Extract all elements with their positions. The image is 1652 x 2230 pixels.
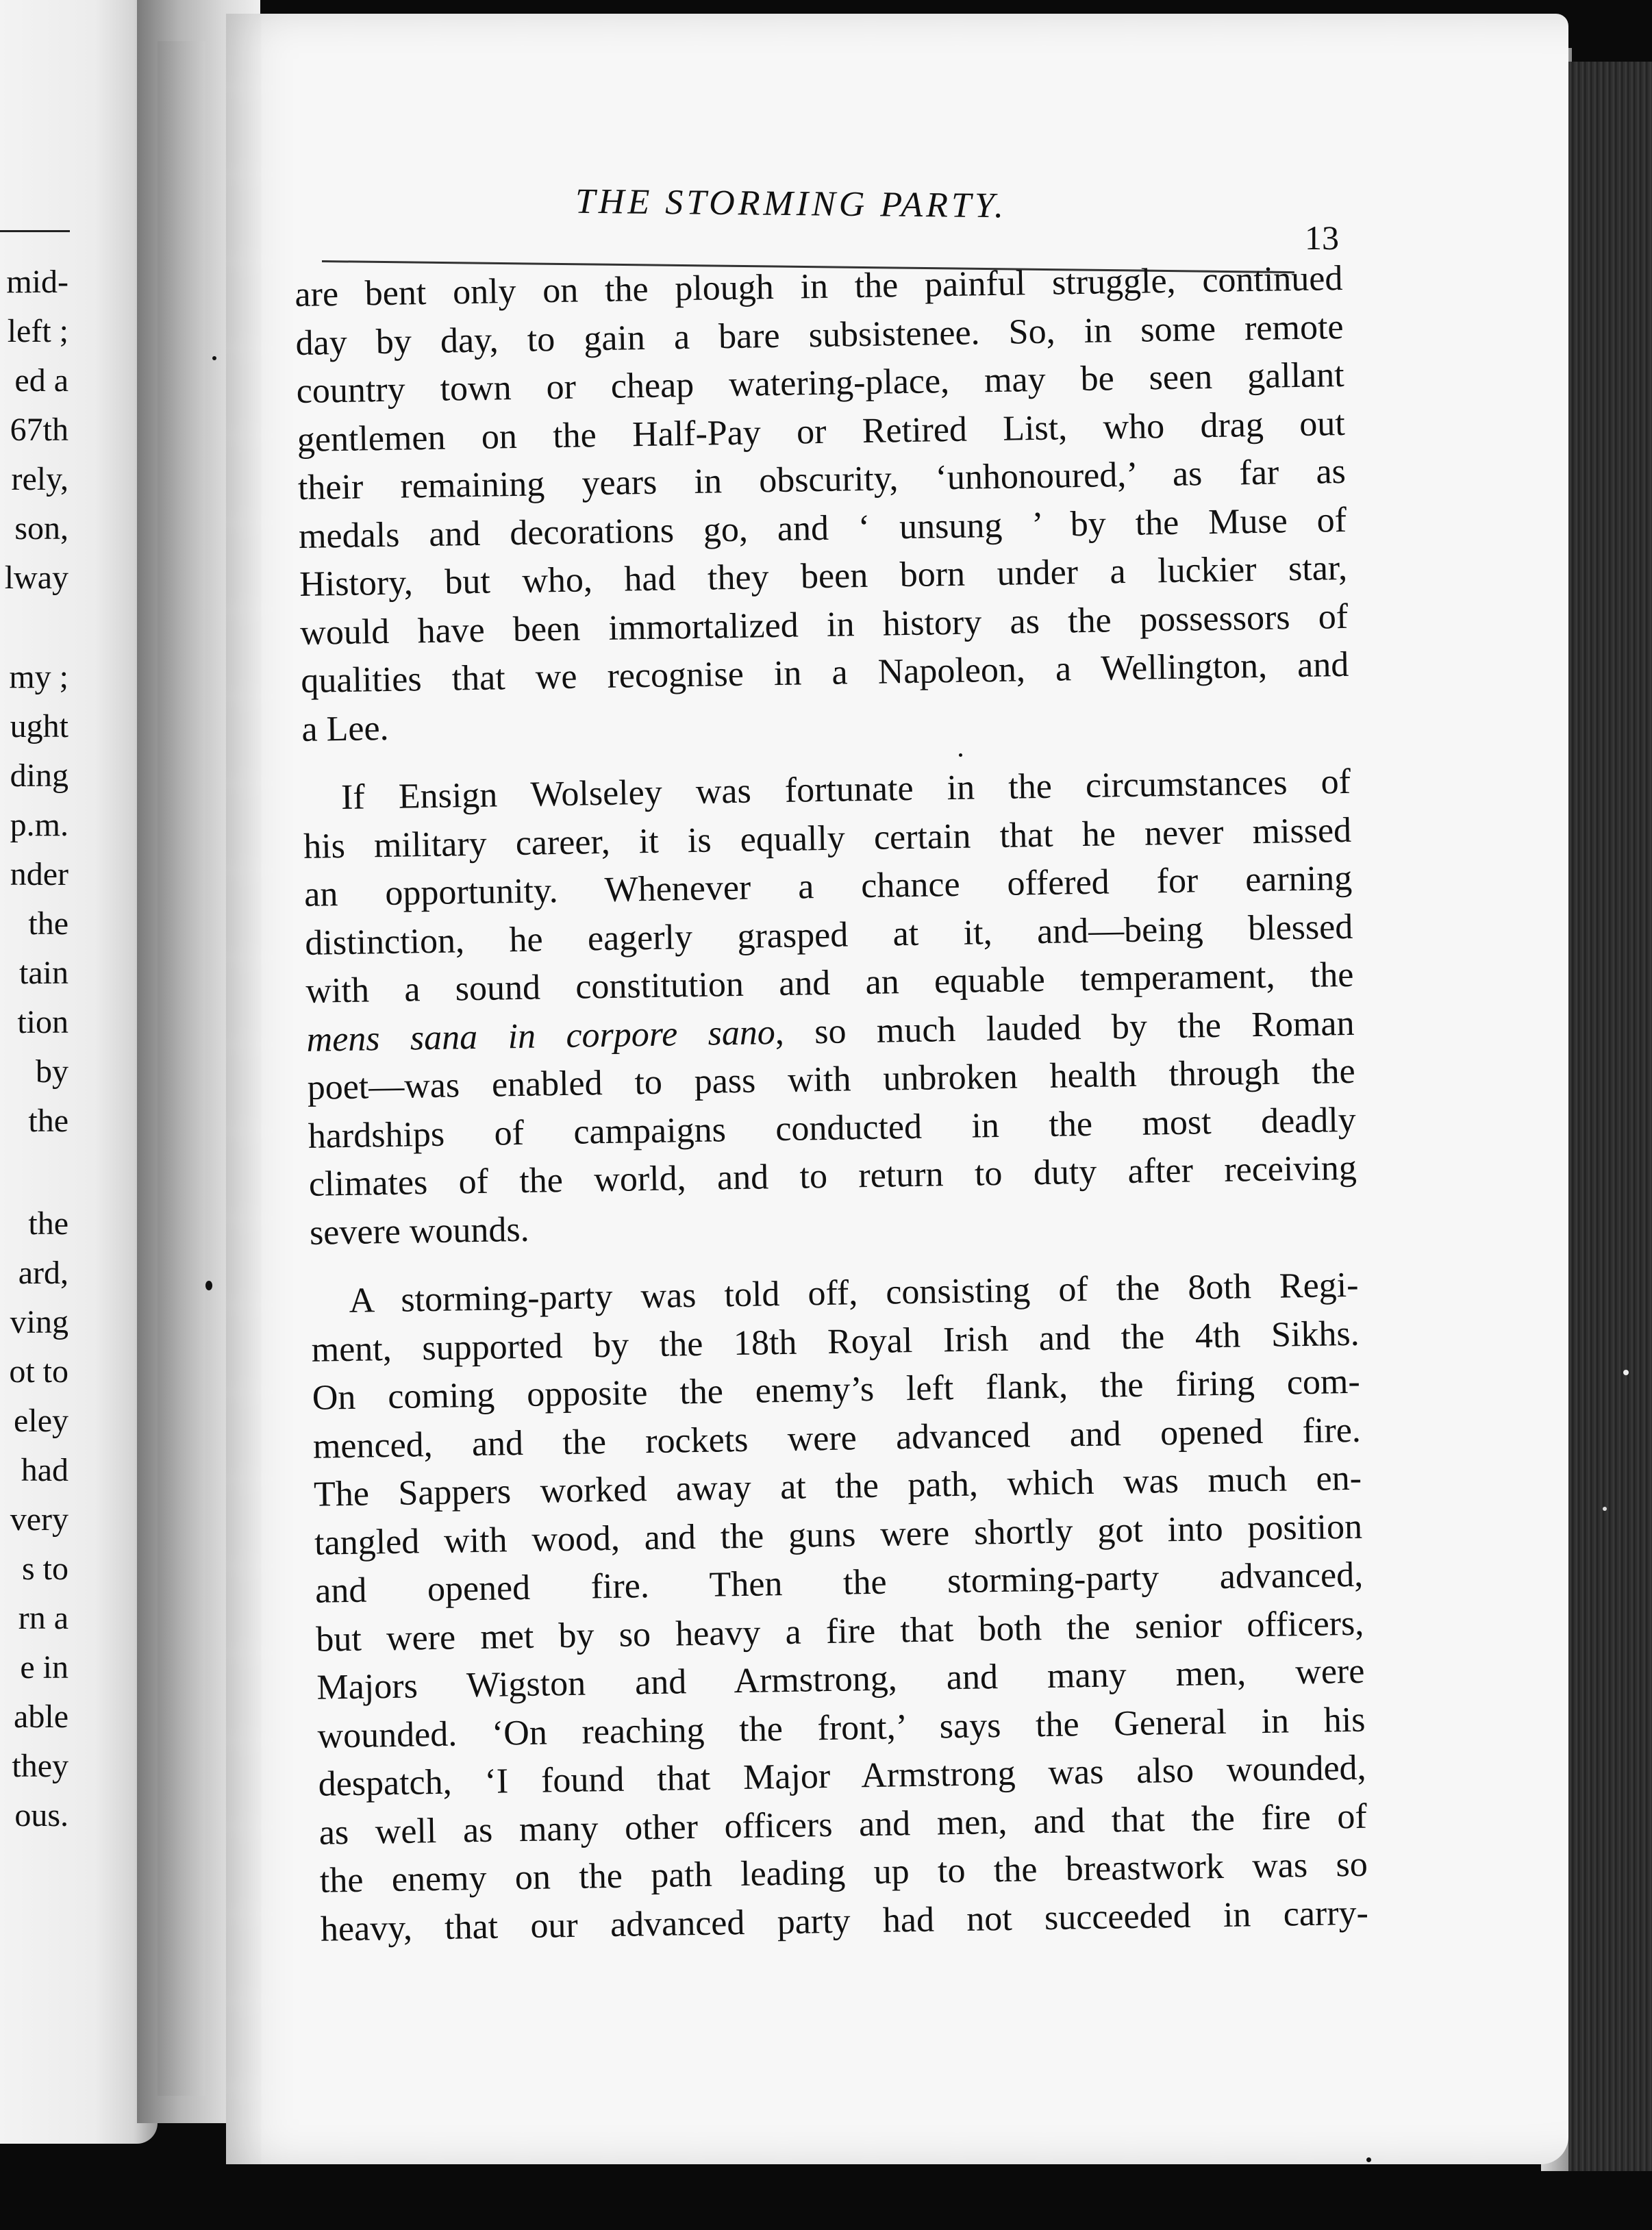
text-line: qualities that we recognise in a Napoleon, a Wellington, and: [300, 644, 1349, 701]
text-line: wounded. ‘On reaching the front,’ says the General in his: [317, 1700, 1366, 1756]
text-line: History, but who, had they been born under a luckier star,: [299, 548, 1348, 604]
text-line: On coming opposite the enemy’s left flank, the firing com-: [312, 1362, 1361, 1418]
scan-speck: [1603, 1507, 1607, 1511]
left-fragment: lway: [4, 560, 68, 596]
running-head: THE STORMING PARTY.: [575, 181, 1008, 226]
text-line: ment, supported by the 18th Royal Irish and the 4th Sikhs.: [311, 1314, 1360, 1370]
left-fragment: ed a: [14, 362, 68, 399]
text-line: day by day, to gain a bare subsistenee. So, in some remote: [295, 307, 1344, 363]
left-page-fragments-3: [0, 1199, 68, 1840]
scan-speck: [205, 1281, 212, 1290]
text-line: an opportunity. Whenever a chance offered for earning: [303, 858, 1353, 914]
left-fragment: nder: [10, 856, 68, 892]
body-text: [295, 255, 1368, 1954]
left-fragment: left ;: [7, 313, 68, 349]
left-fragment: eley: [14, 1403, 68, 1439]
left-fragment: son,: [14, 510, 68, 547]
scan-speck: [1623, 1370, 1629, 1375]
left-fragment: p.m.: [10, 807, 68, 843]
left-fragment: ught: [10, 708, 68, 744]
text-line: despatch, ‘I found that Major Armstrong was also wounded,: [318, 1748, 1366, 1804]
text-line: menced, and the rockets were advanced and opened fire.: [312, 1410, 1362, 1466]
text-line: country town or cheap watering-place, may be seen gallant: [296, 355, 1345, 411]
text-line: and opened fire. Then the storming-party advanced,: [314, 1555, 1364, 1611]
text-line: heavy, that our advanced party had not succeeded in carry-: [320, 1893, 1369, 1949]
paragraph: [303, 758, 1358, 1257]
text-line: severe wounds.: [309, 1210, 530, 1253]
left-fragment: ot to: [9, 1353, 68, 1390]
text-line: with a sound constitution and an equable temperament, the: [305, 955, 1354, 1011]
left-fragment: tain: [19, 955, 68, 991]
text-line: as well as many other officers and men, and that the fire of: [318, 1796, 1368, 1853]
gutter-shadow: [158, 41, 205, 2096]
left-fragment: tion: [17, 1004, 68, 1040]
left-fragment: ving: [10, 1304, 68, 1340]
left-fragment: the: [28, 905, 68, 942]
left-fragment: s to: [21, 1551, 68, 1587]
left-page: [0, 0, 158, 2144]
scan-speck: [1366, 2157, 1371, 2162]
left-fragment: the: [28, 1205, 68, 1242]
scan-speck: [959, 753, 962, 757]
left-fragment: the: [28, 1103, 68, 1139]
text-line: gentlemen on the Half-Pay or Retired List, who drag out: [297, 403, 1346, 460]
left-fragment: able: [14, 1699, 68, 1735]
left-fragment: ous.: [14, 1797, 68, 1833]
left-fragment: my ;: [9, 659, 68, 695]
text-line: a Lee.: [301, 708, 389, 749]
text-line: tangled with wood, and the guns were shortly got into position: [314, 1507, 1363, 1563]
left-fragment: very: [10, 1501, 68, 1538]
left-page-fragments-1: [0, 258, 68, 603]
text-line: his military career, it is equally certain that he never missed: [303, 810, 1352, 866]
left-fragment: ard,: [18, 1255, 68, 1291]
left-fragment: they: [12, 1748, 68, 1784]
text-line: Majors Wigston and Armstrong, and many men, were: [316, 1651, 1365, 1707]
text-line: but were met by so heavy a fire that both the senior officers,: [315, 1603, 1364, 1659]
text-line: poet—was enabled to pass with unbroken health through the: [307, 1051, 1355, 1107]
page-number: 13: [1305, 218, 1339, 257]
text-line: If Ensign Wolseley was fortunate in the circumstances of: [340, 762, 1351, 818]
text-line: are bent only on the plough in the painful struggle, continued: [295, 258, 1343, 314]
text-line-rest: , so much lauded by the Roman: [775, 1003, 1355, 1052]
left-fragment: rn a: [18, 1600, 68, 1636]
left-fragment: 67th: [10, 412, 68, 448]
text-line: A storming-party was told off, consisting of the 8oth Regi-: [349, 1265, 1359, 1320]
text-line: distinction, he eagerly grasped at it, and—being blessed: [304, 907, 1353, 963]
book-fore-edge: [1568, 62, 1652, 2171]
left-fragment: had: [21, 1452, 68, 1488]
left-fragment: by: [36, 1053, 68, 1090]
scan-speck: [212, 356, 216, 360]
text-line: their remaining years in obscurity, ‘unhonoured,’ as far as: [297, 451, 1347, 508]
text-line: medals and decorations go, and ‘ unsung ’ by the Muse of: [298, 500, 1347, 556]
text-line: the enemy on the path leading up to the breastwork was so: [319, 1844, 1368, 1901]
left-fragment: mid-: [6, 264, 68, 300]
text-line: The Sappers worked away at the path, which was much en-: [313, 1458, 1362, 1514]
left-fragment: rely,: [11, 461, 68, 497]
text-line: climates of the world, and to return to duty after receiving: [308, 1148, 1357, 1204]
italic-phrase: mens sana in corpore sano: [306, 1012, 776, 1060]
left-page-rule: [0, 230, 70, 232]
text-line: would have been immortalized in history as the possessors of: [299, 597, 1349, 653]
left-fragment: ding: [10, 757, 68, 794]
paragraph: [295, 255, 1350, 754]
paragraph: [310, 1262, 1368, 1954]
left-fragment: e in: [20, 1649, 68, 1686]
left-page-fragments-2: [0, 653, 68, 1146]
text-line: hardships of campaigns conducted in the most deadly: [308, 1100, 1357, 1156]
